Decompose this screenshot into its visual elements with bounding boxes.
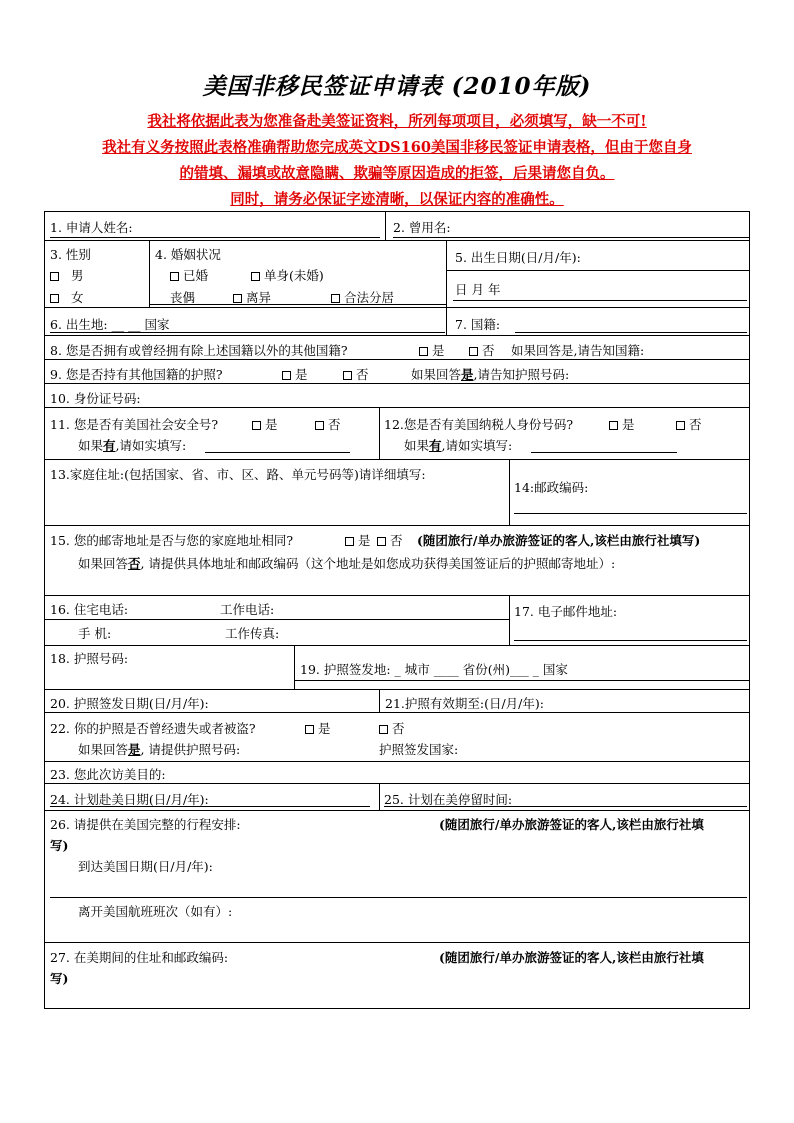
passport-issue-place[interactable]: 19. 护照签发地: _ 城市 ____ 省份(州)___ _ 国家 <box>300 662 568 677</box>
checkbox[interactable] <box>331 294 340 303</box>
row-divider <box>45 645 749 646</box>
divider <box>446 240 447 307</box>
visit-purpose-label: 23. 您此次访美目的: <box>50 767 166 782</box>
birthplace-label[interactable]: 6. 出生地: __ __ 国家 <box>50 317 170 332</box>
q12-followup: 如果有,请如实填写: <box>404 438 513 453</box>
page-title: 美国非移民签证申请表 (2010年版) <box>202 73 592 100</box>
former-name-field[interactable] <box>393 237 749 238</box>
row-divider <box>446 270 749 271</box>
q15-agency-note: (随团旅行/单办旅游签证的客人,该栏由旅行社填写) <box>417 533 701 548</box>
checkbox[interactable] <box>419 347 428 356</box>
q22-lost-passport: 22. 你的护照是否曾经遗失或者被盗? <box>50 721 256 736</box>
gender-label: 3. 性别 <box>50 247 91 262</box>
q11-no-option[interactable]: 否 <box>315 415 341 433</box>
arrival-plan-field[interactable] <box>50 806 370 807</box>
nationality-field[interactable] <box>515 332 747 333</box>
checkbox[interactable] <box>282 371 291 380</box>
row-divider <box>45 942 749 943</box>
mobile-label: 手 机: <box>78 626 112 641</box>
row-divider <box>45 525 749 526</box>
q22-yes-option[interactable]: 是 <box>305 719 331 737</box>
passport-issue-date-label: 20. 护照签发日期(日/月/年): <box>50 696 209 711</box>
q15-mailing-address: 15. 您的邮寄地址是否与您的家庭地址相同? <box>50 533 294 548</box>
gender-female-option[interactable]: 女 <box>50 288 83 306</box>
row-divider <box>45 407 749 408</box>
divider <box>379 689 380 712</box>
q8-no-option[interactable]: 否 <box>469 341 495 359</box>
itinerary-label: 26. 请提供在美国完整的行程安排: <box>50 817 241 832</box>
divider <box>509 595 510 645</box>
q9-yes-option[interactable]: 是 <box>282 365 308 383</box>
postal-code-label: 14:邮政编码: <box>514 480 589 495</box>
field-line <box>453 300 747 301</box>
passport-number-label: 18. 护照号码: <box>50 651 129 666</box>
us-address-agency-note: (随团旅行/单办旅游签证的客人,该栏由旅行社填 <box>439 950 704 965</box>
q22-issue-country: 护照签发国家: <box>379 742 459 757</box>
email-label: 17. 电子邮件地址: <box>514 604 618 619</box>
work-fax-label: 工作传真: <box>225 626 280 641</box>
q12-tin: 12.您是否有美国纳税人身份号码? <box>384 417 574 432</box>
q15-followup: 如果回答否, 请提供具体地址和邮政编码（这个地址是如您成功获得美国签证后的护照邮寄地址）: <box>78 556 616 571</box>
postal-code-field[interactable] <box>514 513 747 514</box>
row-divider <box>45 383 749 384</box>
former-name-label: 2. 曾用名: <box>393 220 451 235</box>
marital-single-option[interactable]: 单身(未婚) <box>251 266 324 284</box>
checkbox[interactable] <box>676 421 685 430</box>
row-divider <box>45 712 749 713</box>
stay-duration-field[interactable] <box>384 806 747 807</box>
row-divider <box>45 359 749 360</box>
q9-followup: 如果回答是,请告知护照号码: <box>411 367 570 382</box>
checkbox[interactable] <box>252 421 261 430</box>
us-address-label: 27. 在美期间的住址和邮政编码: <box>50 950 229 965</box>
id-number-label: 10. 身份证号码: <box>50 391 141 406</box>
row-divider <box>45 459 749 460</box>
arrival-date-label: 到达美国日期(日/月/年): <box>78 859 213 874</box>
row-divider <box>45 335 749 336</box>
field-line[interactable] <box>50 897 747 898</box>
row-divider <box>45 307 749 308</box>
dob-field[interactable]: 日 月 年 <box>455 282 501 297</box>
divider <box>149 240 150 307</box>
divider <box>446 307 447 335</box>
checkbox[interactable] <box>315 421 324 430</box>
notice-line-1: 我社将依据此表为您准备赴美签证资料，所列每项项目，必须填写，缺一不可! <box>147 113 647 130</box>
checkbox[interactable] <box>233 294 242 303</box>
itinerary-agency-note: (随团旅行/单办旅游签证的客人,该栏由旅行社填 <box>439 817 704 832</box>
field-line <box>50 332 445 333</box>
q12-yes-option[interactable]: 是 <box>609 415 635 433</box>
checkbox[interactable] <box>379 725 388 734</box>
checkbox[interactable] <box>251 272 260 281</box>
us-address-agency-note-end: 写) <box>50 971 69 986</box>
row-divider <box>45 761 749 762</box>
dob-label: 5. 出生日期(日/月/年): <box>455 250 581 265</box>
checkbox[interactable] <box>50 272 59 281</box>
q12-tin-field[interactable] <box>531 452 677 453</box>
checkbox[interactable] <box>50 294 59 303</box>
work-phone-label: 工作电话: <box>220 602 275 617</box>
divider <box>379 783 380 810</box>
checkbox[interactable] <box>305 725 314 734</box>
divider <box>379 407 380 459</box>
row-divider <box>45 595 749 596</box>
q11-ssn-field[interactable] <box>205 452 350 453</box>
gender-male-option[interactable]: 男 <box>50 266 83 284</box>
field-line <box>149 304 446 305</box>
checkbox[interactable] <box>469 347 478 356</box>
marital-separated-option[interactable]: 合法分居 <box>331 288 394 306</box>
checkbox[interactable] <box>609 421 618 430</box>
marital-status-label: 4. 婚姻状况 <box>155 247 221 262</box>
marital-widowed-option[interactable]: 丧偶 <box>170 290 196 305</box>
application-form <box>44 211 750 1009</box>
q22-followup: 如果回答是, 请提供护照号码: <box>78 742 241 757</box>
q11-yes-option[interactable]: 是 <box>252 415 278 433</box>
q8-yes-option[interactable]: 是 <box>419 341 445 359</box>
checkbox[interactable] <box>377 537 386 546</box>
notice-line-4: 同时，请务必保证字迹清晰，以保证内容的准确性。 <box>230 191 564 208</box>
applicant-name-label: 1. 申请人姓名: <box>50 220 133 235</box>
q8-followup: 如果回答是,请告知国籍: <box>511 343 645 358</box>
email-field[interactable] <box>514 640 747 641</box>
q12-no-option[interactable]: 否 <box>676 415 702 433</box>
q9-other-passport: 9. 您是否持有其他国籍的护照? <box>50 367 223 382</box>
checkbox[interactable] <box>170 272 179 281</box>
applicant-name-field[interactable] <box>50 237 380 238</box>
marital-married-option[interactable]: 已婚 <box>170 266 208 284</box>
divider <box>385 212 386 240</box>
q15-no-option[interactable]: 否 <box>377 531 403 549</box>
divider <box>294 645 295 689</box>
notice-line-3: 的错填、漏填或故意隐瞒、欺骗等原因造成的拒签，后果请您自负。 <box>179 165 615 182</box>
row-divider <box>45 619 509 620</box>
arrival-plan-label: 24. 计划赴美日期(日/月/年): <box>50 792 209 807</box>
itinerary-agency-note-end: 写) <box>50 838 69 853</box>
home-address-label: 13.家庭住址:(包括国家、省、市、区、路、单元号码等)请详细填写: <box>50 467 426 482</box>
q11-followup: 如果有,请如实填写: <box>78 438 187 453</box>
q15-yes-option[interactable]: 是 <box>345 531 371 549</box>
nationality-label: 7. 国籍: <box>455 317 501 332</box>
q9-no-option[interactable]: 否 <box>343 365 369 383</box>
notice-line-2: 我社有义务按照此表格准确帮助您完成英文DS160美国非移民签证申请表格，但由于您自身 <box>102 139 692 156</box>
field-line <box>294 680 749 681</box>
row-divider <box>45 783 749 784</box>
row-divider <box>45 810 749 811</box>
row-divider <box>45 689 749 690</box>
departure-flight-label: 离开美国航班班次（如有）: <box>78 904 233 919</box>
row-divider <box>45 240 749 241</box>
stay-duration-label: 25. 计划在美停留时间: <box>384 792 513 807</box>
checkbox[interactable] <box>343 371 352 380</box>
q22-no-option[interactable]: 否 <box>379 719 405 737</box>
passport-expiry-label: 21.护照有效期至:(日/月/年): <box>385 696 544 711</box>
divider <box>509 459 510 525</box>
q8-other-nationality: 8. 您是否拥有或曾经拥有除上述国籍以外的其他国籍? <box>50 343 348 358</box>
marital-divorced-option[interactable]: 离异 <box>233 288 271 306</box>
checkbox[interactable] <box>345 537 354 546</box>
home-phone-label: 16. 住宅电话: <box>50 602 129 617</box>
q11-ssn: 11. 您是否有美国社会安全号? <box>50 417 219 432</box>
